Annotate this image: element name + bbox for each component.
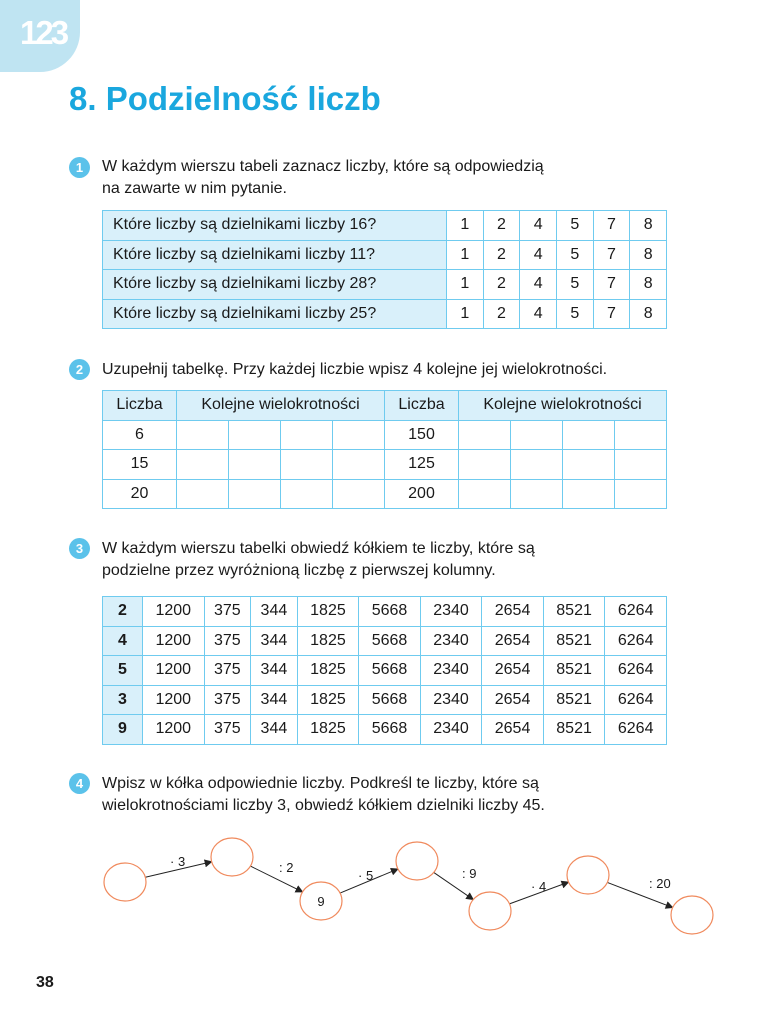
task-1-instruction	[102, 156, 544, 200]
table-row	[103, 626, 667, 656]
option-cell[interactable]: 2	[483, 270, 520, 300]
multiples-table	[102, 390, 667, 509]
value-cell[interactable]: 5668	[359, 715, 421, 745]
table-row	[103, 270, 667, 300]
answer-cell[interactable]	[615, 420, 667, 450]
option-cell[interactable]: 5	[556, 270, 593, 300]
task-3-badge: 3	[69, 538, 90, 559]
value-cell[interactable]: 375	[204, 715, 251, 745]
option-cell[interactable]: 7	[593, 299, 630, 329]
table-row	[103, 420, 667, 450]
divisor-cell: 3	[103, 685, 143, 715]
value-cell[interactable]: 6264	[605, 685, 667, 715]
answer-cell[interactable]	[333, 420, 385, 450]
option-cell[interactable]: 8	[630, 299, 667, 329]
task-3-line-2: podzielne przez wyróżnioną liczbę z pierwszej kolumny.	[102, 562, 496, 579]
divisors-table	[102, 210, 667, 329]
value-cell[interactable]: 5668	[359, 656, 421, 686]
value-cell[interactable]: 8521	[543, 715, 605, 745]
operation-label: · 5	[358, 868, 374, 883]
page-title: 8. Podzielność liczb	[69, 80, 381, 117]
value-cell[interactable]: 2340	[420, 626, 482, 656]
task-3-line-1: W każdym wierszu tabelki obwiedź kółkiem te liczby, które są	[102, 540, 535, 557]
task-2-instruction: Uzupełnij tabelkę. Przy każdej liczbie wpisz 4 kolejne jej wielokrotności.	[102, 361, 608, 378]
task-2-badge: 2	[69, 359, 90, 380]
value-cell[interactable]: 375	[204, 626, 251, 656]
table-row	[103, 656, 667, 686]
operation-chain-diagram	[0, 820, 768, 950]
value-cell[interactable]: 2340	[420, 656, 482, 686]
divisor-cell: 4	[103, 626, 143, 656]
value-cell[interactable]: 8521	[543, 656, 605, 686]
number-cell: 125	[385, 450, 459, 480]
value-cell[interactable]: 2654	[482, 685, 544, 715]
option-cell[interactable]: 5	[556, 240, 593, 270]
value-cell[interactable]: 2654	[482, 626, 544, 656]
operation-label: : 9	[462, 866, 477, 881]
answer-cell[interactable]	[177, 420, 229, 450]
value-cell[interactable]: 5668	[359, 626, 421, 656]
value-cell[interactable]: 5668	[359, 597, 421, 627]
option-cell[interactable]: 4	[520, 299, 557, 329]
table-row	[103, 211, 667, 241]
option-cell[interactable]: 8	[630, 211, 667, 241]
answer-cell[interactable]	[281, 420, 333, 450]
answer-cell[interactable]	[459, 479, 511, 509]
value-cell[interactable]: 2340	[420, 597, 482, 627]
value-cell[interactable]: 5668	[359, 685, 421, 715]
value-cell[interactable]: 344	[251, 656, 298, 686]
option-cell[interactable]: 1	[447, 299, 484, 329]
answer-circle[interactable]	[396, 842, 438, 880]
option-cell[interactable]: 4	[520, 211, 557, 241]
value-cell[interactable]: 1200	[143, 715, 205, 745]
answer-circle[interactable]	[104, 863, 146, 901]
value-cell[interactable]: 2654	[482, 597, 544, 627]
operation-label: · 4	[531, 879, 547, 894]
question-cell: Które liczby są dzielnikami liczby 28?	[103, 270, 447, 300]
number-cell: 20	[103, 479, 177, 509]
value-cell[interactable]: 375	[204, 685, 251, 715]
value-cell[interactable]: 1200	[143, 685, 205, 715]
question-cell: Które liczby są dzielnikami liczby 16?	[103, 211, 447, 241]
number-cell: 200	[385, 479, 459, 509]
task-3-instruction	[102, 538, 535, 582]
answer-cell[interactable]	[511, 420, 563, 450]
answer-cell[interactable]	[459, 450, 511, 480]
value-cell[interactable]: 2654	[482, 715, 544, 745]
option-cell[interactable]: 1	[447, 270, 484, 300]
option-cell[interactable]: 4	[520, 270, 557, 300]
option-cell[interactable]: 8	[630, 240, 667, 270]
value-cell[interactable]: 2654	[482, 656, 544, 686]
option-cell[interactable]: 2	[483, 299, 520, 329]
divisibility-table	[102, 596, 667, 745]
answer-circle[interactable]	[671, 896, 713, 934]
numbers-icon: 123	[20, 14, 67, 51]
value-cell[interactable]: 375	[204, 597, 251, 627]
table-row	[103, 299, 667, 329]
table-row	[103, 240, 667, 270]
number-cell: 6	[103, 420, 177, 450]
answer-cell[interactable]	[459, 420, 511, 450]
answer-cell[interactable]	[229, 420, 281, 450]
answer-cell[interactable]	[333, 450, 385, 480]
value-cell[interactable]: 1825	[297, 597, 359, 627]
task-1-line-1: W każdym wierszu tabeli zaznacz liczby, które są odpowiedzią	[102, 158, 544, 175]
option-cell[interactable]: 1	[447, 211, 484, 241]
answer-cell[interactable]	[333, 479, 385, 509]
value-cell[interactable]: 6264	[605, 656, 667, 686]
table-row	[103, 479, 667, 509]
header-liczba-left: Liczba	[103, 391, 177, 421]
option-cell[interactable]: 2	[483, 211, 520, 241]
operation-label: : 2	[279, 860, 294, 875]
answer-cell[interactable]	[177, 479, 229, 509]
question-cell: Które liczby są dzielnikami liczby 25?	[103, 299, 447, 329]
value-cell[interactable]: 1825	[297, 715, 359, 745]
value-cell[interactable]: 6264	[605, 597, 667, 627]
table-row	[103, 685, 667, 715]
answer-cell[interactable]	[563, 420, 615, 450]
answer-cell[interactable]	[615, 450, 667, 480]
value-cell[interactable]: 344	[251, 626, 298, 656]
value-cell[interactable]: 375	[204, 656, 251, 686]
value-cell[interactable]: 2340	[420, 715, 482, 745]
task-4-line-2: wielokrotnościami liczby 3, obwiedź kółkiem dzielniki liczby 45.	[102, 797, 545, 814]
answer-cell[interactable]	[229, 479, 281, 509]
answer-cell[interactable]	[511, 450, 563, 480]
option-cell[interactable]: 4	[520, 240, 557, 270]
question-cell: Które liczby są dzielnikami liczby 11?	[103, 240, 447, 270]
answer-circle[interactable]	[211, 838, 253, 876]
option-cell[interactable]: 7	[593, 270, 630, 300]
option-cell[interactable]: 5	[556, 211, 593, 241]
task-4-line-1: Wpisz w kółka odpowiednie liczby. Podkreśl te liczby, które są	[102, 775, 539, 792]
page-number: 38	[36, 974, 54, 991]
value-cell[interactable]: 6264	[605, 715, 667, 745]
header-multiples-right: Kolejne wielokrotności	[459, 391, 667, 421]
option-cell[interactable]: 5	[556, 299, 593, 329]
answer-cell[interactable]	[281, 450, 333, 480]
value-cell[interactable]: 1200	[143, 656, 205, 686]
value-cell[interactable]: 6264	[605, 626, 667, 656]
number-cell: 15	[103, 450, 177, 480]
value-cell[interactable]: 1825	[297, 626, 359, 656]
value-cell[interactable]: 8521	[543, 626, 605, 656]
answer-cell[interactable]	[177, 450, 229, 480]
number-cell: 150	[385, 420, 459, 450]
value-cell[interactable]: 1825	[297, 656, 359, 686]
answer-circle[interactable]	[567, 856, 609, 894]
task-1-badge: 1	[69, 157, 90, 178]
table-row	[103, 597, 667, 627]
value-cell[interactable]: 8521	[543, 597, 605, 627]
operation-label: : 20	[649, 876, 671, 891]
value-cell[interactable]: 344	[251, 715, 298, 745]
task-1-line-2: na zawarte w nim pytanie.	[102, 180, 287, 197]
answer-cell[interactable]	[229, 450, 281, 480]
value-cell[interactable]: 344	[251, 597, 298, 627]
table-row	[103, 450, 667, 480]
circle-value: 9	[317, 894, 325, 909]
value-cell[interactable]: 1825	[297, 685, 359, 715]
value-cell[interactable]: 8521	[543, 685, 605, 715]
operation-label: · 3	[170, 854, 186, 869]
table-row	[103, 715, 667, 745]
option-cell[interactable]: 8	[630, 270, 667, 300]
task-4-badge: 4	[69, 773, 90, 794]
option-cell[interactable]: 1	[447, 240, 484, 270]
answer-cell[interactable]	[511, 479, 563, 509]
answer-cell[interactable]	[563, 479, 615, 509]
header-liczba-right: Liczba	[385, 391, 459, 421]
value-cell[interactable]: 1200	[143, 626, 205, 656]
section-corner-tab	[0, 0, 80, 72]
header-multiples-left: Kolejne wielokrotności	[177, 391, 385, 421]
value-cell[interactable]: 2340	[420, 685, 482, 715]
answer-circle[interactable]	[469, 892, 511, 930]
arrow-icon	[250, 866, 302, 892]
task-4-instruction	[102, 773, 545, 817]
answer-cell[interactable]	[281, 479, 333, 509]
value-cell[interactable]: 1200	[143, 597, 205, 627]
option-cell[interactable]: 7	[593, 240, 630, 270]
divisor-cell: 2	[103, 597, 143, 627]
answer-cell[interactable]	[615, 479, 667, 509]
answer-cell[interactable]	[563, 450, 615, 480]
value-cell[interactable]: 344	[251, 685, 298, 715]
option-cell[interactable]: 2	[483, 240, 520, 270]
divisor-cell: 9	[103, 715, 143, 745]
option-cell[interactable]: 7	[593, 211, 630, 241]
divisor-cell: 5	[103, 656, 143, 686]
